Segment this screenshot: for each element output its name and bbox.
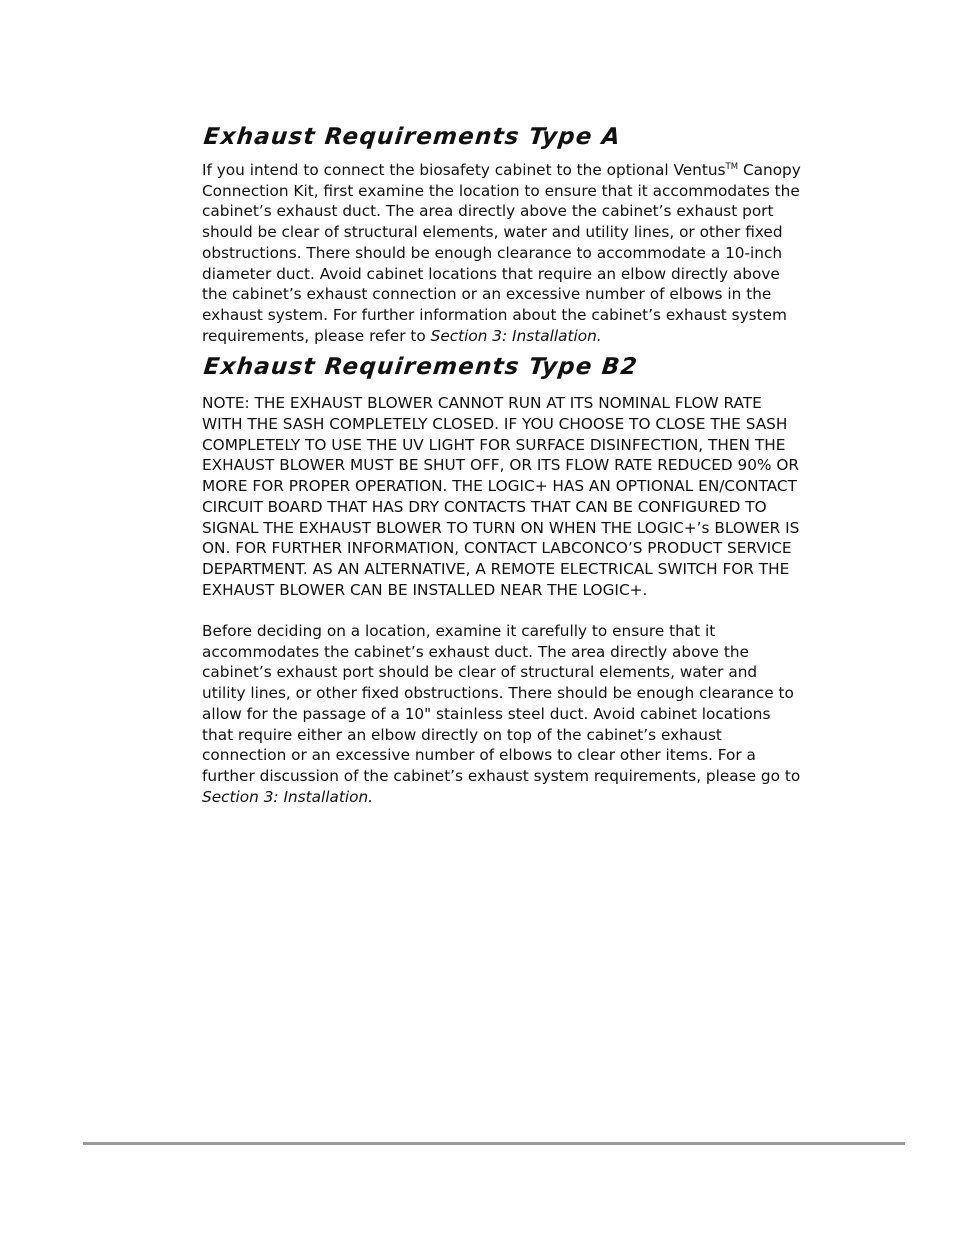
section-reference-type-a: Section 3: Installation. [430,326,602,345]
document-body [202,118,802,807]
paragraph-type-a-text-1: If you intend to connect the biosafety cabinet to the optional Ventus [202,161,726,179]
paragraph-type-a-text-2: Canopy Connection Kit, first examine the location to ensure that it accommodates the cabinet’s exhaust duct. The area directly above the cabinet’s exhaust port should be clear of structural elements, water and utility lines, or other fixed obstructions. There should be enough clearance to accommodate a 10-inch diameter duct. Avoid cabinet locations that require an elbow directly above the cabinet’s exhaust connection or an excessive number of elbows in the exhaust system. For further information about the cabinet’s exhaust system requirements, please refer to [202,161,801,345]
note-paragraph-type-b2: NOTE: THE EXHAUST BLOWER CANNOT RUN AT ITS NOMINAL FLOW RATE WITH THE SASH COMPLETELY CLOSED. IF YOU CHOOSE TO CLOSE THE SASH COMPLETELY TO USE THE UV LIGHT FOR SURFACE DISINFECTION, THEN THE EXHAUST BLOWER MUST BE SHUT OFF, OR ITS FLOW RATE REDUCED 90% OR MORE FOR PROPER OPERATION. THE LOGIC+ HAS AN OPTIONAL EN/CONTACT CIRCUIT BOARD THAT HAS DRY CONTACTS THAT CAN BE CONFIGURED TO SIGNAL THE EXHAUST BLOWER TO TURN ON WHEN THE LOGIC+’s BLOWER IS ON. FOR FURTHER INFORMATION, CONTACT LABCONCO’S PRODUCT SERVICE DEPARTMENT. AS AN ALTERNATIVE, A REMOTE ELECTRICAL SWITCH FOR THE EXHAUST BLOWER CAN BE INSTALLED NEAR THE LOGIC+. [202,394,800,599]
heading-exhaust-type-b2: Exhaust Requirements Type B2 [202,354,640,381]
heading-exhaust-type-a: Exhaust Requirements Type A [202,124,623,150]
footer-divider [83,1142,905,1145]
section-reference-type-b2: Section 3: Installation. [202,787,374,806]
paragraph-type-b2-text: Before deciding on a location, examine it carefully to ensure that it accommodates the cabinet’s exhaust duct. The area directly above the cabinet’s exhaust port should be clear of structural elements, water and utility lines, or other fixed obstructions. There should be enough clearance to allow for the passage of a 10" stainless steel duct. Avoid cabinet locations that require either an elbow directly on top of the cabinet’s exhaust connection or an excessive number of elbows to clear other items. For a further discussion of the cabinet’s exhaust system requirements, please go to [202,622,801,785]
paragraph-type-b2 [202,621,802,807]
paragraph-type-a [202,160,802,346]
trademark-superscript: TM [725,161,739,172]
